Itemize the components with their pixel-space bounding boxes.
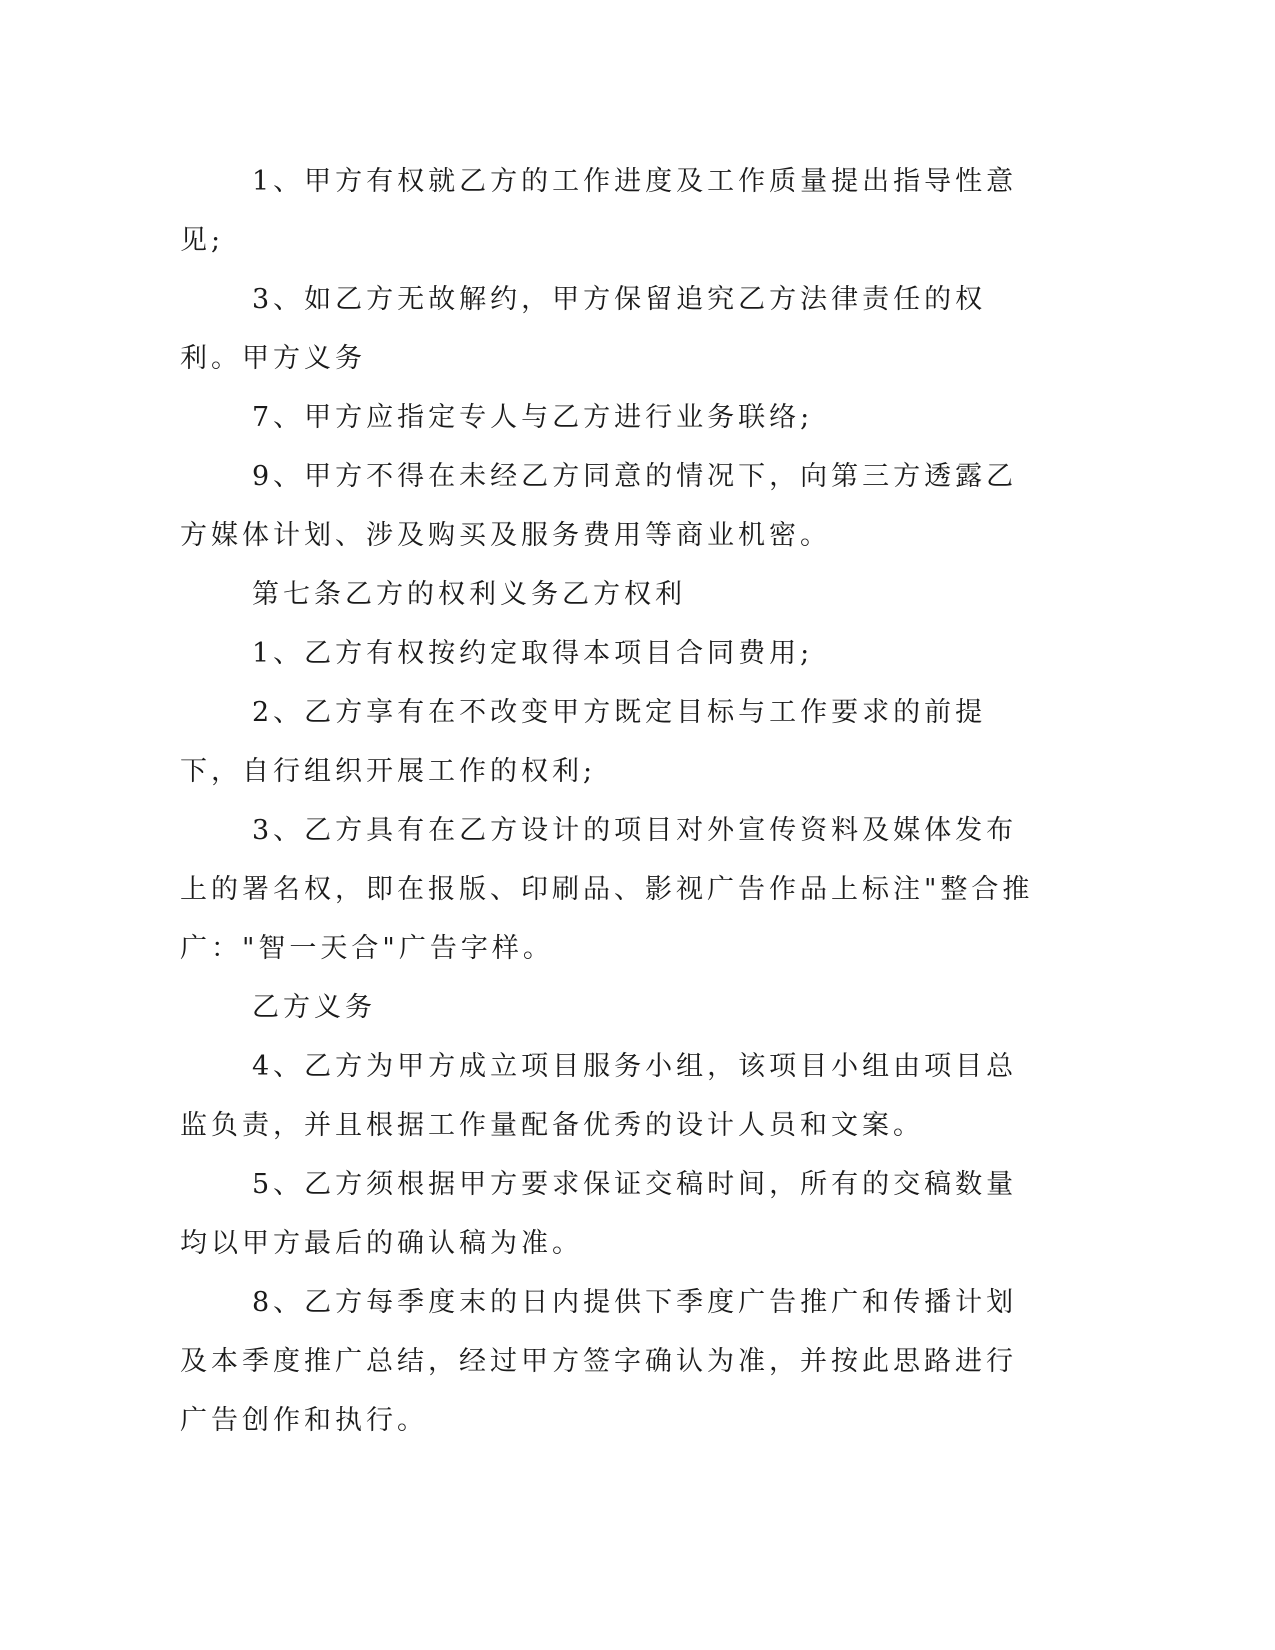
paragraph-party-a-right-1: 1、甲方有权就乙方的工作进度及工作质量提出指导性意见; xyxy=(180,166,1018,256)
paragraph-party-b-duty-8: 8、乙方每季度末的日内提供下季度广告推广和传播计划及本季度推广总结，经过甲方签字确认为准，并按此思路进行广告创作和执行。 xyxy=(180,1287,1018,1436)
paragraph-party-a-duty-7: 7、甲方应指定专人与乙方进行业务联络; xyxy=(252,402,814,433)
paragraph-party-a-duty-9: 9、甲方不得在未经乙方同意的情况下，向第三方透露乙方媒体计划、涉及购买及服务费用等商业机密。 xyxy=(180,461,1018,551)
paragraph-party-b-duty-4: 4、乙方为甲方成立项目服务小组，该项目小组由项目总监负责，并且根据工作量配备优秀的设计人员和文案。 xyxy=(180,1051,1018,1141)
paragraph-party-a-right-3: 3、如乙方无故解约，甲方保留追究乙方法律责任的权利。甲方义务 xyxy=(180,284,987,374)
section-heading-article-7: 第七条乙方的权利义务乙方权利 xyxy=(252,579,686,610)
document-body xyxy=(180,152,1040,1450)
paragraph-party-b-right-1: 1、乙方有权按约定取得本项目合同费用; xyxy=(252,638,814,669)
paragraph-party-b-right-2: 2、乙方享有在不改变甲方既定目标与工作要求的前提下，自行组织开展工作的权利; xyxy=(180,697,987,787)
paragraph-party-b-right-3: 3、乙方具有在乙方设计的项目对外宣传资料及媒体发布上的署名权，即在报版、印刷品、影视广告作品上标注"整合推广："智一天合"广告字样。 xyxy=(180,815,1034,964)
section-heading-party-b-duties: 乙方义务 xyxy=(252,992,376,1023)
paragraph-party-b-duty-5: 5、乙方须根据甲方要求保证交稿时间，所有的交稿数量均以甲方最后的确认稿为准。 xyxy=(180,1169,1018,1259)
